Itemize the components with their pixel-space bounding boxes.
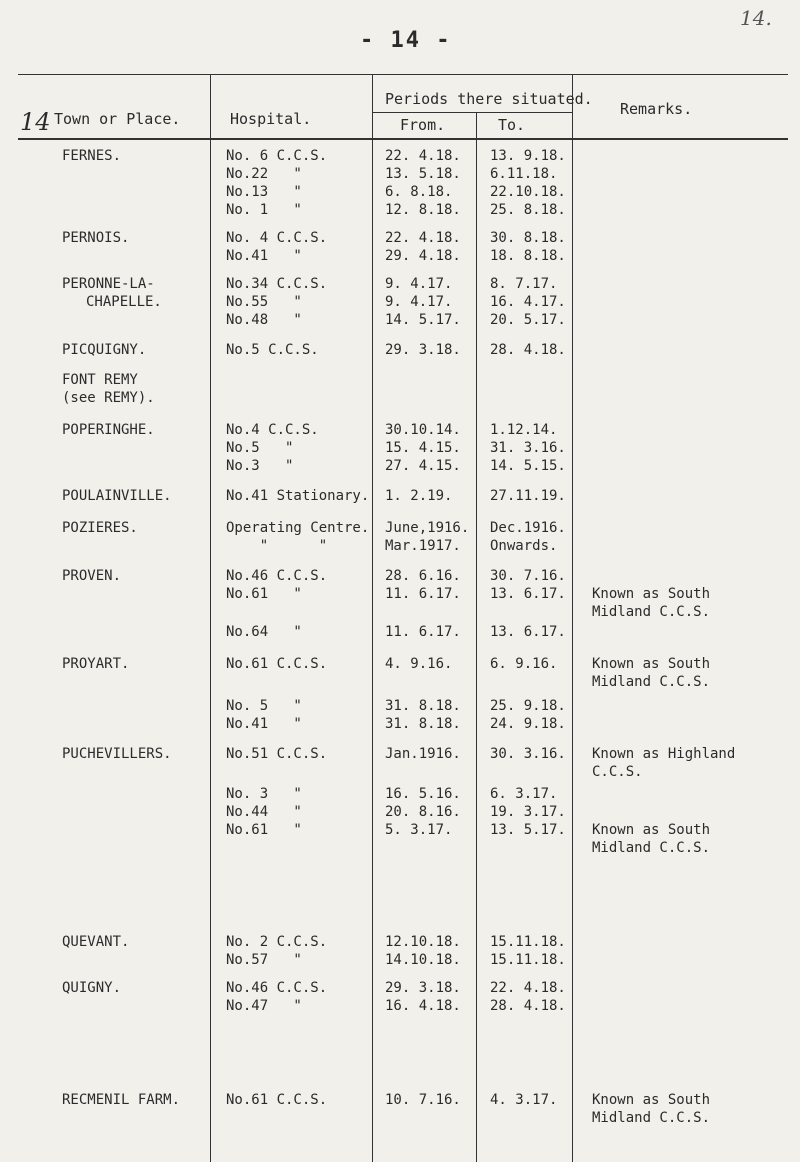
row-12-to: 1.12.14. xyxy=(490,422,558,438)
row-23-remarks: Midland C.C.S. xyxy=(592,674,711,690)
row-9-hospital: No.5 C.C.S. xyxy=(226,342,319,358)
row-35-to: 28. 4.18. xyxy=(490,998,566,1014)
row-34-to: 22. 4.18. xyxy=(490,980,566,996)
row-29-from: 20. 8.16. xyxy=(385,804,461,820)
header-row-number: 14 xyxy=(20,108,51,136)
row-2-from: 6. 8.18. xyxy=(385,184,453,200)
row-14-from: 27. 4.15. xyxy=(385,458,461,474)
row-16-to: Dec.1916. xyxy=(490,520,566,536)
row-32-town: QUEVANT. xyxy=(62,934,130,950)
row-13-to: 31. 3.16. xyxy=(490,440,566,456)
row-13-from: 15. 4.15. xyxy=(385,440,461,456)
row-7-to: 16. 4.17. xyxy=(490,294,566,310)
row-7-town: CHAPELLE. xyxy=(86,294,162,310)
col-rule-hospital xyxy=(210,74,211,1162)
row-30-to: 13. 5.17. xyxy=(490,822,566,838)
row-3-to: 25. 8.18. xyxy=(490,202,566,218)
row-31-remarks: Midland C.C.S. xyxy=(592,840,711,856)
row-6-from: 9. 4.17. xyxy=(385,276,453,292)
row-5-from: 29. 4.18. xyxy=(385,248,461,264)
row-17-from: Mar.1917. xyxy=(385,538,461,554)
row-29-hospital: No.44 " xyxy=(226,804,302,820)
row-18-hospital: No.46 C.C.S. xyxy=(226,568,328,584)
row-9-town: PICQUIGNY. xyxy=(62,342,147,358)
header-hospital: Hospital. xyxy=(230,110,312,128)
row-4-to: 30. 8.18. xyxy=(490,230,566,246)
row-20-remarks: Midland C.C.S. xyxy=(592,604,711,620)
row-8-hospital: No.48 " xyxy=(226,312,302,328)
row-36-from: 10. 7.16. xyxy=(385,1092,461,1108)
header-periods: Periods there situated. xyxy=(385,90,593,108)
row-24-to: 25. 9.18. xyxy=(490,698,566,714)
row-26-remarks: Known as Highland xyxy=(592,746,736,762)
row-28-to: 6. 3.17. xyxy=(490,786,558,802)
row-34-town: QUIGNY. xyxy=(62,980,122,996)
row-19-to: 13. 6.17. xyxy=(490,586,566,602)
row-26-to: 30. 3.16. xyxy=(490,746,566,762)
header-rule xyxy=(18,138,788,140)
row-2-to: 22.10.18. xyxy=(490,184,566,200)
row-12-town: POPERINGHE. xyxy=(62,422,155,438)
col-rule-from xyxy=(372,74,373,1162)
row-18-from: 28. 6.16. xyxy=(385,568,461,584)
row-1-hospital: No.22 " xyxy=(226,166,302,182)
row-33-hospital: No.57 " xyxy=(226,952,302,968)
header-from: From. xyxy=(400,116,446,134)
row-12-from: 30.10.14. xyxy=(385,422,461,438)
row-30-hospital: No.61 " xyxy=(226,822,302,838)
row-0-to: 13. 9.18. xyxy=(490,148,566,164)
row-28-from: 16. 5.16. xyxy=(385,786,461,802)
row-34-hospital: No.46 C.C.S. xyxy=(226,980,328,996)
col-rule-remarks xyxy=(572,74,573,1162)
row-4-from: 22. 4.18. xyxy=(385,230,461,246)
row-2-hospital: No.13 " xyxy=(226,184,302,200)
row-36-remarks: Known as South xyxy=(592,1092,711,1108)
row-19-from: 11. 6.17. xyxy=(385,586,461,602)
row-18-to: 30. 7.16. xyxy=(490,568,566,584)
row-13-hospital: No.5 " xyxy=(226,440,294,456)
row-35-from: 16. 4.18. xyxy=(385,998,461,1014)
row-22-hospital: No.61 C.C.S. xyxy=(226,656,328,672)
row-19-hospital: No.61 " xyxy=(226,586,302,602)
row-6-town: PERONNE-LA- xyxy=(62,276,155,292)
row-33-from: 14.10.18. xyxy=(385,952,461,968)
row-15-to: 27.11.19. xyxy=(490,488,566,504)
row-28-hospital: No. 3 " xyxy=(226,786,302,802)
row-35-hospital: No.47 " xyxy=(226,998,302,1014)
row-16-town: POZIERES. xyxy=(62,520,138,536)
header-remarks: Remarks. xyxy=(620,100,693,118)
row-9-from: 29. 3.18. xyxy=(385,342,461,358)
header-town: Town or Place. xyxy=(54,110,181,128)
row-21-to: 13. 6.17. xyxy=(490,624,566,640)
row-16-from: June,1916. xyxy=(385,520,470,536)
row-26-from: Jan.1916. xyxy=(385,746,461,762)
periods-subrule xyxy=(372,112,572,113)
row-14-to: 14. 5.15. xyxy=(490,458,566,474)
row-25-from: 31. 8.18. xyxy=(385,716,461,732)
row-18-town: PROVEN. xyxy=(62,568,122,584)
row-0-hospital: No. 6 C.C.S. xyxy=(226,148,328,164)
row-1-from: 13. 5.18. xyxy=(385,166,461,182)
row-0-town: FERNES. xyxy=(62,148,122,164)
row-15-from: 1. 2.19. xyxy=(385,488,453,504)
row-3-hospital: No. 1 " xyxy=(226,202,302,218)
row-21-hospital: No.64 " xyxy=(226,624,302,640)
row-36-to: 4. 3.17. xyxy=(490,1092,558,1108)
row-25-hospital: No.41 " xyxy=(226,716,302,732)
row-0-from: 22. 4.18. xyxy=(385,148,461,164)
page-number: - 14 - xyxy=(360,28,452,53)
row-32-to: 15.11.18. xyxy=(490,934,566,950)
row-5-hospital: No.41 " xyxy=(226,248,302,264)
row-24-hospital: No. 5 " xyxy=(226,698,302,714)
row-15-hospital: No.41 Stationary. xyxy=(226,488,370,504)
col-rule-to xyxy=(476,112,477,1162)
row-3-from: 12. 8.18. xyxy=(385,202,461,218)
row-36-town: RECMENIL FARM. xyxy=(62,1092,181,1108)
row-32-hospital: No. 2 C.C.S. xyxy=(226,934,328,950)
row-22-remarks: Known as South xyxy=(592,656,711,672)
row-17-to: Onwards. xyxy=(490,538,558,554)
row-21-from: 11. 6.17. xyxy=(385,624,461,640)
row-1-to: 6.11.18. xyxy=(490,166,558,182)
row-33-to: 15.11.18. xyxy=(490,952,566,968)
row-8-to: 20. 5.17. xyxy=(490,312,566,328)
row-26-town: PUCHEVILLERS. xyxy=(62,746,172,762)
row-6-to: 8. 7.17. xyxy=(490,276,558,292)
row-19-remarks: Known as South xyxy=(592,586,711,602)
row-12-hospital: No.4 C.C.S. xyxy=(226,422,319,438)
row-36-hospital: No.61 C.C.S. xyxy=(226,1092,328,1108)
row-8-from: 14. 5.17. xyxy=(385,312,461,328)
row-17-hospital: " " xyxy=(226,538,328,554)
row-22-town: PROYART. xyxy=(62,656,130,672)
row-7-hospital: No.55 " xyxy=(226,294,302,310)
top-rule xyxy=(18,74,788,75)
row-29-to: 19. 3.17. xyxy=(490,804,566,820)
row-30-from: 5. 3.17. xyxy=(385,822,453,838)
row-22-from: 4. 9.16. xyxy=(385,656,453,672)
row-10-town: FONT REMY xyxy=(62,372,138,388)
row-26-hospital: No.51 C.C.S. xyxy=(226,746,328,762)
row-7-from: 9. 4.17. xyxy=(385,294,453,310)
row-14-hospital: No.3 " xyxy=(226,458,294,474)
row-37-remarks: Midland C.C.S. xyxy=(592,1110,711,1126)
row-5-to: 18. 8.18. xyxy=(490,248,566,264)
corner-page-number: 14. xyxy=(740,6,772,30)
row-27-remarks: C.C.S. xyxy=(592,764,643,780)
header-to: To. xyxy=(498,116,526,134)
row-24-from: 31. 8.18. xyxy=(385,698,461,714)
row-32-from: 12.10.18. xyxy=(385,934,461,950)
row-25-to: 24. 9.18. xyxy=(490,716,566,732)
row-34-from: 29. 3.18. xyxy=(385,980,461,996)
row-30-remarks: Known as South xyxy=(592,822,711,838)
row-15-town: POULAINVILLE. xyxy=(62,488,172,504)
row-4-town: PERNOIS. xyxy=(62,230,130,246)
row-4-hospital: No. 4 C.C.S. xyxy=(226,230,328,246)
row-11-town: (see REMY). xyxy=(62,390,155,406)
row-22-to: 6. 9.16. xyxy=(490,656,558,672)
row-9-to: 28. 4.18. xyxy=(490,342,566,358)
row-6-hospital: No.34 C.C.S. xyxy=(226,276,328,292)
row-16-hospital: Operating Centre. xyxy=(226,520,370,536)
